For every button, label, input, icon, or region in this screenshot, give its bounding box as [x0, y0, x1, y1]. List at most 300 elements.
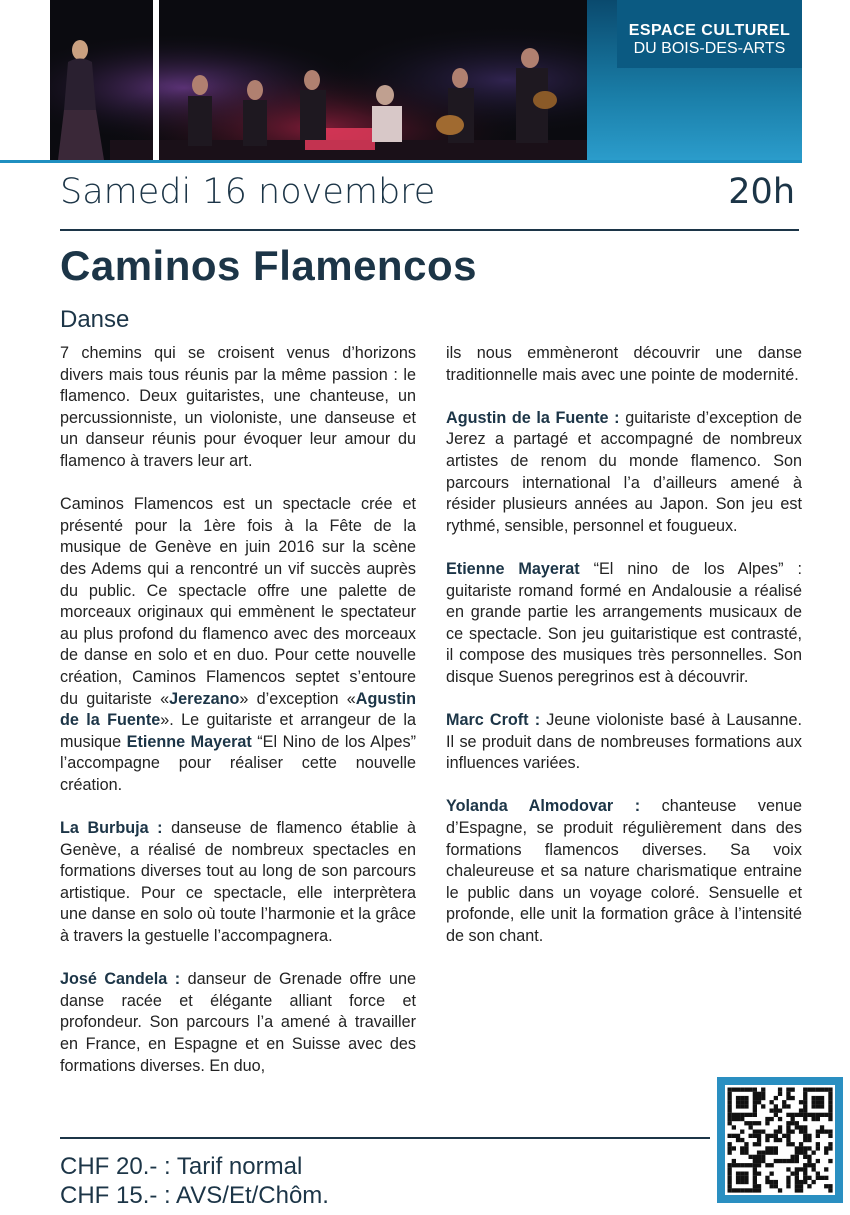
qr-module — [728, 1121, 732, 1125]
qr-module — [799, 1188, 803, 1192]
qr-module — [736, 1113, 740, 1117]
artist-bio-yolanda: Yolanda Almodovar : chanteuse venue d’Espagne, se produit régulièrement dans des formations flamencos diverses. Sa voix chaleureuse et sa nature charismatique entraine le public dans un voyage coloré. Sensuelle et profonde, elle unit la formation grâce à l’intensité de son chant. — [446, 797, 802, 946]
continued-paragraph: ils nous emmèneront découvrir une danse traditionnelle mais avec une pointe de modernité. — [446, 344, 802, 384]
qr-module — [728, 1134, 732, 1138]
qr-module — [803, 1125, 807, 1129]
qr-module — [778, 1125, 782, 1129]
qr-module — [744, 1096, 748, 1100]
qr-module — [770, 1172, 774, 1176]
qr-module — [740, 1180, 744, 1184]
qr-module — [807, 1138, 811, 1142]
qr-module — [728, 1113, 732, 1117]
qr-module — [824, 1130, 828, 1134]
qr-module — [753, 1163, 757, 1167]
qr-module — [753, 1159, 757, 1163]
qr-module — [795, 1113, 799, 1117]
qr-module — [740, 1117, 744, 1121]
qr-module — [732, 1134, 736, 1138]
qr-module — [728, 1176, 732, 1180]
qr-module — [732, 1163, 736, 1167]
qr-module — [736, 1100, 740, 1104]
qr-module — [757, 1121, 761, 1125]
qr-module — [736, 1117, 740, 1121]
qr-module — [799, 1100, 803, 1104]
qr-module — [791, 1155, 795, 1159]
qr-module — [778, 1159, 782, 1163]
qr-module — [740, 1104, 744, 1108]
qr-module — [791, 1121, 795, 1125]
qr-module — [799, 1109, 803, 1113]
qr-module — [740, 1146, 744, 1150]
qr-module — [803, 1134, 807, 1138]
qr-module — [757, 1163, 761, 1167]
header-rule — [0, 160, 802, 163]
qr-module — [786, 1180, 790, 1184]
qr-module — [740, 1100, 744, 1104]
qr-module — [753, 1100, 757, 1104]
qr-module — [786, 1167, 790, 1171]
qr-module — [828, 1142, 832, 1146]
qr-module — [795, 1184, 799, 1188]
qr-module — [795, 1146, 799, 1150]
photo-divider — [153, 0, 159, 160]
artist-bio-jose: José Candela : danseur de Grenade offre une danse racée et élégante alliant force et profondeur. Son parcours l’a amené à travailler en France, en Espagne et en Suisse avec des formations diverses. En duo, — [60, 970, 416, 1075]
description-paragraph: Caminos Flamencos est un spectacle crée et présenté pour la 1ère fois à la Fête de la musique de Genève en juin 2016 sur la scène des Adems qui a rencontré un vif succès auprès du public. Ce spectacle offre une palette de morceaux originaux qui emmènent le spectateur au plus profond du flamenco avec des morceaux de danse en solo et en duo. Pour cette nouvelle création, Caminos Flamencos septet s’entoure du guitariste «Jerezano» d’exception «Agustin de la Fuente». Le guitariste et arrangeur de la musique Etienne Mayerat “El Nino de los Alpes” l’accompagne pour réaliser cette nouvelle création. — [60, 495, 416, 794]
qr-code-icon[interactable] — [717, 1077, 843, 1203]
qr-module — [807, 1146, 811, 1150]
qr-module — [753, 1088, 757, 1092]
qr-module — [786, 1096, 790, 1100]
qr-module — [774, 1130, 778, 1134]
qr-module — [765, 1121, 769, 1125]
qr-module — [812, 1113, 816, 1117]
qr-module — [732, 1117, 736, 1121]
qr-module — [816, 1159, 820, 1163]
qr-module — [774, 1159, 778, 1163]
qr-module — [753, 1109, 757, 1113]
qr-module — [765, 1134, 769, 1138]
qr-module — [786, 1138, 790, 1142]
qr-module — [757, 1134, 761, 1138]
qr-module — [803, 1146, 807, 1150]
price-normal: CHF 20.- : Tarif normal — [60, 1153, 303, 1180]
qr-module — [740, 1088, 744, 1092]
qr-module — [774, 1151, 778, 1155]
qr-module — [786, 1121, 790, 1125]
qr-module — [812, 1117, 816, 1121]
qr-module — [812, 1167, 816, 1171]
qr-module — [757, 1188, 761, 1192]
qr-module — [744, 1100, 748, 1104]
qr-module — [765, 1151, 769, 1155]
artist-name: Yolanda Almodovar : — [446, 797, 641, 816]
qr-module — [795, 1125, 799, 1129]
qr-module — [770, 1100, 774, 1104]
qr-module — [812, 1096, 816, 1100]
qr-module — [736, 1163, 740, 1167]
artist-name: La Burbuja : — [60, 819, 163, 838]
qr-module — [740, 1172, 744, 1176]
qr-module — [728, 1109, 732, 1113]
qr-module — [803, 1167, 807, 1171]
qr-module — [786, 1113, 790, 1117]
qr-module — [774, 1138, 778, 1142]
artist-bio-etienne: Etienne Mayerat “El nino de los Alpes” : guitariste romand formé en Andalousie a réalisé en grande partie les arrangements musicaux de ce spectacle. Son jeu guitaristique est contrasté, il compose des musiques très personnelles. Son disque Suenos peregrinos est à découvrir. — [446, 559, 802, 686]
qr-module — [744, 1176, 748, 1180]
qr-module — [786, 1134, 790, 1138]
qr-module — [812, 1104, 816, 1108]
qr-module — [791, 1088, 795, 1092]
qr-module — [728, 1188, 732, 1192]
qr-module — [812, 1180, 816, 1184]
qr-module — [824, 1151, 828, 1155]
qr-module — [795, 1159, 799, 1163]
qr-module — [744, 1104, 748, 1108]
qr-module — [807, 1155, 811, 1159]
qr-module — [828, 1188, 832, 1192]
qr-module — [786, 1176, 790, 1180]
qr-module — [795, 1172, 799, 1176]
qr-module — [828, 1109, 832, 1113]
qr-module — [812, 1163, 816, 1167]
qr-module — [757, 1184, 761, 1188]
qr-module — [736, 1180, 740, 1184]
qr-module — [828, 1088, 832, 1092]
qr-module — [749, 1113, 753, 1117]
qr-module — [799, 1146, 803, 1150]
qr-module — [736, 1188, 740, 1192]
qr-module — [791, 1130, 795, 1134]
qr-module — [782, 1104, 786, 1108]
qr-module — [828, 1096, 832, 1100]
qr-module — [753, 1188, 757, 1192]
qr-module — [740, 1096, 744, 1100]
qr-module — [791, 1172, 795, 1176]
event-time: 20h — [728, 172, 795, 212]
qr-module — [799, 1184, 803, 1188]
qr-module — [744, 1121, 748, 1125]
qr-module — [744, 1163, 748, 1167]
qr-module — [803, 1163, 807, 1167]
qr-module — [803, 1100, 807, 1104]
qr-module — [753, 1130, 757, 1134]
qr-module — [791, 1117, 795, 1121]
qr-module — [824, 1184, 828, 1188]
qr-module — [732, 1188, 736, 1192]
qr-module — [782, 1159, 786, 1163]
qr-module — [824, 1176, 828, 1180]
qr-module — [761, 1151, 765, 1155]
qr-module — [816, 1142, 820, 1146]
name-agustin: Agustin de la Fuente — [60, 689, 416, 730]
qr-module — [770, 1117, 774, 1121]
qr-module — [778, 1138, 782, 1142]
qr-module — [757, 1100, 761, 1104]
qr-module — [795, 1121, 799, 1125]
qr-module — [761, 1130, 765, 1134]
qr-module — [824, 1146, 828, 1150]
artist-name: José Candela : — [60, 970, 181, 989]
name-etienne: Etienne Mayerat — [126, 732, 252, 751]
qr-module — [786, 1130, 790, 1134]
qr-module — [820, 1130, 824, 1134]
name-jerezano: Jerezano — [169, 689, 240, 708]
text-column-left — [60, 343, 416, 1099]
qr-module — [728, 1146, 732, 1150]
qr-module — [749, 1088, 753, 1092]
qr-module — [774, 1184, 778, 1188]
venue-name-line1: ESPACE CULTUREL — [628, 22, 791, 39]
text-column-right — [446, 343, 802, 969]
qr-module — [828, 1184, 832, 1188]
qr-module — [740, 1151, 744, 1155]
qr-module — [757, 1159, 761, 1163]
qr-module — [753, 1176, 757, 1180]
qr-module — [807, 1113, 811, 1117]
qr-module — [803, 1113, 807, 1117]
qr-module — [795, 1167, 799, 1171]
qr-module — [770, 1180, 774, 1184]
qr-module — [765, 1146, 769, 1150]
qr-module — [786, 1184, 790, 1188]
qr-module — [757, 1092, 761, 1096]
qr-module — [820, 1113, 824, 1117]
qr-module — [807, 1184, 811, 1188]
qr-module — [765, 1138, 769, 1142]
qr-module — [732, 1113, 736, 1117]
qr-module — [728, 1092, 732, 1096]
qr-module — [803, 1176, 807, 1180]
qr-module — [828, 1104, 832, 1108]
qr-module — [757, 1151, 761, 1155]
qr-module — [799, 1142, 803, 1146]
qr-module — [816, 1130, 820, 1134]
qr-module — [795, 1188, 799, 1192]
qr-module — [740, 1113, 744, 1117]
qr-module — [803, 1155, 807, 1159]
intro-paragraph: 7 chemins qui se croisent venus d’horizons divers mais tous réunis par la même passion : le flamenco. Deux guitaristes, une chanteuse, un percussionniste, un violoniste, une danseuse et un danseur réunis pour évoquer leur amour du flamenco à travers leur art. — [60, 344, 416, 470]
qr-module — [770, 1163, 774, 1167]
qr-module — [774, 1113, 778, 1117]
qr-module — [761, 1096, 765, 1100]
qr-module — [828, 1117, 832, 1121]
qr-module — [740, 1163, 744, 1167]
qr-module — [753, 1142, 757, 1146]
qr-module — [816, 1088, 820, 1092]
qr-module — [803, 1092, 807, 1096]
qr-module — [828, 1113, 832, 1117]
qr-module — [820, 1088, 824, 1092]
qr-module — [816, 1100, 820, 1104]
artist-bio-burbuja: La Burbuja : danseuse de flamenco établie à Genève, a réalisé de nombreux spectacles en formations diverses tout au long de son parcours artistique. Pour ce spectacle, elle interprètera une danse en solo où toute l’harmonie et la grâce à travers la gestuelle l’accompagnera. — [60, 819, 417, 946]
qr-module — [732, 1088, 736, 1092]
qr-module — [774, 1109, 778, 1113]
qr-module — [812, 1088, 816, 1092]
artist-bio-marc: Marc Croft : Jeune violoniste basé à Lausanne. Il se produit dans de nombreuses formations aux influences variées. — [446, 711, 803, 773]
date-rule — [60, 229, 799, 231]
qr-module — [732, 1125, 736, 1129]
artist-bio-agustin: Agustin de la Fuente : guitariste d’exception de Jerez a partagé et accompagné de nombreux artistes de renom du monde flamenco. Son parcours international l’a d’ailleurs amené à résider plusieurs années au Japon. Son jeu est rythmé, sensible, personnel et fougueux. — [446, 408, 803, 535]
qr-module — [803, 1151, 807, 1155]
qr-module — [820, 1100, 824, 1104]
qr-module — [799, 1113, 803, 1117]
qr-module — [816, 1134, 820, 1138]
qr-module — [774, 1134, 778, 1138]
qr-module — [786, 1142, 790, 1146]
qr-module — [778, 1109, 782, 1113]
qr-module — [816, 1176, 820, 1180]
qr-module — [791, 1096, 795, 1100]
qr-module — [803, 1138, 807, 1142]
qr-module — [807, 1134, 811, 1138]
qr-module — [728, 1088, 732, 1092]
qr-module — [786, 1159, 790, 1163]
artist-name: Etienne Mayerat — [446, 559, 580, 578]
qr-module — [765, 1180, 769, 1184]
qr-module — [803, 1096, 807, 1100]
qr-module — [782, 1134, 786, 1138]
qr-module — [761, 1104, 765, 1108]
qr-module — [740, 1138, 744, 1142]
qr-module — [728, 1172, 732, 1176]
qr-module — [795, 1151, 799, 1155]
qr-module — [774, 1104, 778, 1108]
qr-module — [799, 1151, 803, 1155]
qr-module — [795, 1176, 799, 1180]
qr-module — [740, 1130, 744, 1134]
qr-module — [728, 1180, 732, 1184]
artist-name: Agustin de la Fuente : — [446, 408, 620, 427]
qr-module — [753, 1113, 757, 1117]
qr-module — [732, 1159, 736, 1163]
qr-module — [740, 1188, 744, 1192]
qr-module — [824, 1167, 828, 1171]
qr-module — [744, 1146, 748, 1150]
qr-module — [753, 1180, 757, 1184]
qr-module — [749, 1134, 753, 1138]
qr-module — [728, 1104, 732, 1108]
qr-module — [820, 1125, 824, 1129]
qr-module — [761, 1155, 765, 1159]
qr-module — [828, 1134, 832, 1138]
qr-module — [744, 1188, 748, 1192]
qr-module — [807, 1163, 811, 1167]
qr-module — [757, 1172, 761, 1176]
qr-module — [736, 1088, 740, 1092]
qr-module — [816, 1113, 820, 1117]
qr-module — [744, 1172, 748, 1176]
qr-module — [753, 1104, 757, 1108]
qr-module — [803, 1130, 807, 1134]
qr-module — [778, 1088, 782, 1092]
qr-module — [803, 1104, 807, 1108]
qr-module — [753, 1134, 757, 1138]
qr-module — [803, 1109, 807, 1113]
qr-module — [786, 1088, 790, 1092]
qr-module — [749, 1155, 753, 1159]
qr-module — [757, 1142, 761, 1146]
qr-module — [757, 1138, 761, 1142]
qr-module — [799, 1125, 803, 1129]
concert-photo — [50, 0, 587, 160]
qr-module — [795, 1180, 799, 1184]
qr-module — [774, 1096, 778, 1100]
qr-module — [786, 1125, 790, 1129]
qr-module — [753, 1092, 757, 1096]
qr-module — [753, 1121, 757, 1125]
venue-logo — [617, 0, 802, 68]
qr-module — [828, 1100, 832, 1104]
event-date: Samedi 16 novembre — [60, 172, 436, 212]
qr-module — [728, 1184, 732, 1188]
qr-module — [765, 1163, 769, 1167]
qr-module — [728, 1100, 732, 1104]
qr-module — [761, 1092, 765, 1096]
qr-module — [728, 1151, 732, 1155]
qr-module — [749, 1125, 753, 1129]
qr-module — [812, 1100, 816, 1104]
qr-module — [753, 1172, 757, 1176]
qr-module — [807, 1088, 811, 1092]
qr-module — [807, 1159, 811, 1163]
qr-module — [824, 1088, 828, 1092]
qr-module — [816, 1172, 820, 1176]
qr-module — [816, 1096, 820, 1100]
date-row — [60, 172, 795, 222]
qr-module — [736, 1134, 740, 1138]
qr-module — [749, 1163, 753, 1167]
qr-module — [761, 1159, 765, 1163]
qr-module — [749, 1121, 753, 1125]
qr-module — [803, 1088, 807, 1092]
qr-module — [820, 1096, 824, 1100]
event-title: Caminos Flamencos — [60, 242, 477, 289]
qr-module — [778, 1117, 782, 1121]
qr-module — [820, 1104, 824, 1108]
qr-module — [757, 1096, 761, 1100]
qr-module — [770, 1184, 774, 1188]
venue-name-line2: DU BOIS-DES-ARTS — [633, 40, 786, 57]
qr-module — [803, 1180, 807, 1184]
artist-name: Marc Croft : — [446, 711, 541, 730]
qr-module — [728, 1096, 732, 1100]
qr-module — [828, 1092, 832, 1096]
qr-module — [778, 1092, 782, 1096]
qr-module — [778, 1130, 782, 1134]
price-reduced: CHF 15.- : AVS/Et/Chôm. — [60, 1182, 329, 1209]
qr-module — [749, 1188, 753, 1192]
qr-module — [765, 1176, 769, 1180]
qr-module — [799, 1130, 803, 1134]
qr-module — [820, 1176, 824, 1180]
qr-module — [744, 1088, 748, 1092]
qr-module — [753, 1167, 757, 1171]
qr-module — [799, 1180, 803, 1184]
qr-module — [786, 1104, 790, 1108]
qr-module — [770, 1151, 774, 1155]
qr-module — [728, 1117, 732, 1121]
qr-module — [816, 1146, 820, 1150]
qr-module — [770, 1134, 774, 1138]
qr-module — [828, 1130, 832, 1134]
qr-module — [761, 1088, 765, 1092]
qr-module — [774, 1146, 778, 1150]
qr-module — [736, 1096, 740, 1100]
qr-module — [753, 1184, 757, 1188]
qr-module — [744, 1151, 748, 1155]
qr-module — [765, 1117, 769, 1121]
qr-module — [736, 1176, 740, 1180]
